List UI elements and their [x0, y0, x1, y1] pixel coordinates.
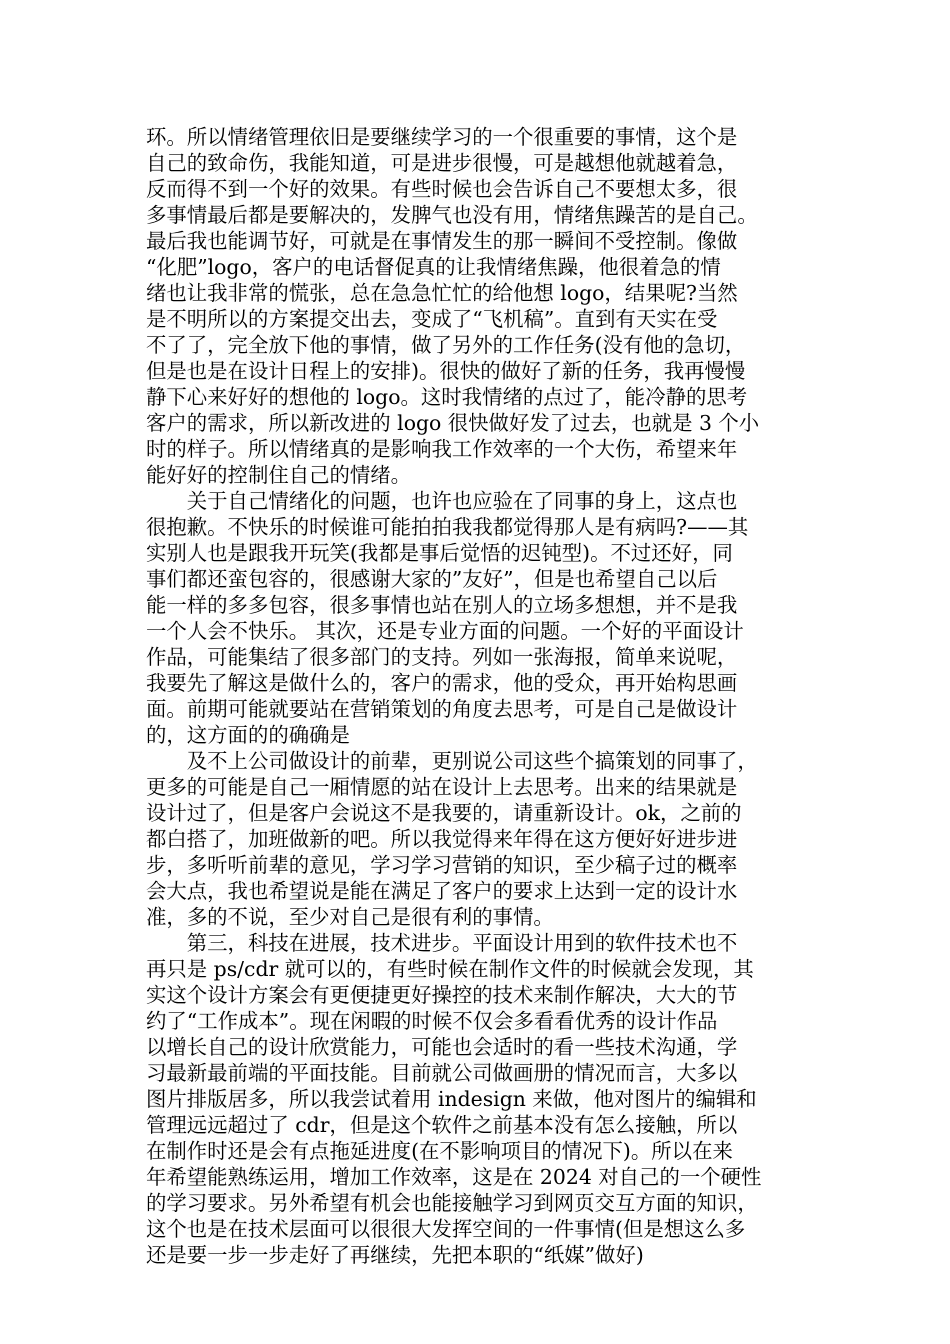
text-line: 能好好的控制住自己的情绪。 — [146, 463, 412, 487]
text-line: 客户的需求，所以新改进的 logo 很快做好发了过去，也就是 3 个小 — [146, 411, 760, 435]
text-line: 多事情最后都是要解决的，发脾气也没有用，情绪焦躁苦的是自己。 — [146, 203, 758, 227]
text-line: 的，这方面的的确确是 — [146, 723, 350, 747]
text-line: 但是也是在设计日程上的安排)。很快的做好了新的任务，我再慢慢 — [146, 359, 746, 383]
text-line: 关于自己情绪化的问题，也许也应验在了同事的身上，这点也 — [146, 489, 738, 513]
text-line: 是不明所以的方案提交出去，变成了“飞机稿”。直到有天实在受 — [146, 307, 718, 331]
text-line: 绪也让我非常的慌张，总在急急忙忙的给他想 logo，结果呢?当然 — [146, 281, 738, 305]
text-line: 第三，科技在进展，技术进步。平面设计用到的软件技术也不 — [146, 931, 738, 955]
text-line: 静下心来好好的想他的 logo。这时我情绪的点过了，能冷静的思考 — [146, 385, 748, 409]
text-line: 时的样子。所以情绪真的是影响我工作效率的一个大伤，希望来年 — [146, 437, 738, 461]
body-text — [146, 124, 816, 1268]
text-line: 及不上公司做设计的前辈，更别说公司这些个搞策划的同事了， — [146, 749, 758, 773]
text-line: 的学习要求。另外希望有机会也能接触学习到网页交互方面的知识， — [146, 1191, 758, 1215]
text-line: “化肥”logo，客户的电话督促真的让我情绪焦躁，他很着急的情 — [146, 255, 721, 279]
text-line: 会大点，我也希望说是能在满足了客户的要求上达到一定的设计水 — [146, 879, 738, 903]
text-line: 自己的致命伤，我能知道，可是进步很慢，可是越想他就越着急， — [146, 151, 738, 175]
text-line: 图片排版居多，所以我尝试着用 indesign 来做，他对图片的编辑和 — [146, 1087, 757, 1111]
text-line: 设计过了，但是客户会说这不是我要的，请重新设计。ok，之前的 — [146, 801, 742, 825]
text-line: 一个人会不快乐。 其次，还是专业方面的问题。一个好的平面设计 — [146, 619, 744, 643]
text-line: 步，多听听前辈的意见，学习学习营销的知识，至少稿子过的概率 — [146, 853, 738, 877]
text-line: 更多的可能是自己一厢情愿的站在设计上去思考。出来的结果就是 — [146, 775, 738, 799]
text-line: 我要先了解这是做什么的，客户的需求，他的受众，再开始构思画 — [146, 671, 738, 695]
text-line: 以增长自己的设计欣赏能力，可能也会适时的看一些技术沟通，学 — [146, 1035, 738, 1059]
text-line: 在制作时还是会有点拖延进度(在不影响项目的情况下)。所以在来 — [146, 1139, 733, 1163]
text-line: 年希望能熟练运用，增加工作效率，这是在 2024 对自己的一个硬性 — [146, 1165, 762, 1189]
text-line: 都白搭了，加班做新的吧。所以我觉得来年得在这方便好好进步进 — [146, 827, 738, 851]
text-line: 再只是 ps/cdr 就可以的，有些时候在制作文件的时候就会发现，其 — [146, 957, 754, 981]
text-line: 约了“工作成本”。现在闲暇的时候不仅会多看看优秀的设计作品 — [146, 1009, 718, 1033]
text-line: 实别人也是跟我开玩笑(我都是事后觉悟的迟钝型)。不过还好，同 — [146, 541, 733, 565]
text-line: 事们都还蛮包容的，很感谢大家的”友好”，但是也希望自己以后 — [146, 567, 718, 591]
text-line: 管理远远超过了 cdr，但是这个软件之前基本没有怎么接触，所以 — [146, 1113, 738, 1137]
text-line: 作品，可能集结了很多部门的支持。列如一张海报，简单来说呢， — [146, 645, 738, 669]
text-line: 面。前期可能就要站在营销策划的角度去思考，可是自己是做设计 — [146, 697, 738, 721]
text-line: 习最新最前端的平面技能。目前就公司做画册的情况而言，大多以 — [146, 1061, 738, 1085]
text-line: 环。所以情绪管理依旧是要继续学习的一个很重要的事情，这个是 — [146, 125, 738, 149]
text-line: 最后我也能调节好，可就是在事情发生的那一瞬间不受控制。像做 — [146, 229, 738, 253]
text-line: 反而得不到一个好的效果。有些时候也会告诉自己不要想太多，很 — [146, 177, 738, 201]
text-line: 实这个设计方案会有更便捷更好操控的技术来制作解决，大大的节 — [146, 983, 738, 1007]
text-line: 很抱歉。不快乐的时候谁可能拍拍我我都觉得那人是有病吗?——其 — [146, 515, 749, 539]
text-line: 准，多的不说，至少对自己是很有利的事情。 — [146, 905, 554, 929]
text-line: 不了了，完全放下他的事情，做了另外的工作任务(没有他的急切， — [146, 333, 746, 357]
text-line: 能一样的多多包容，很多事情也站在别人的立场多想想，并不是我 — [146, 593, 738, 617]
text-line: 还是要一步一步走好了再继续，先把本职的“纸媒”做好) — [146, 1243, 644, 1267]
text-line: 这个也是在技术层面可以很很大发挥空间的一件事情(但是想这么多 — [146, 1217, 746, 1241]
